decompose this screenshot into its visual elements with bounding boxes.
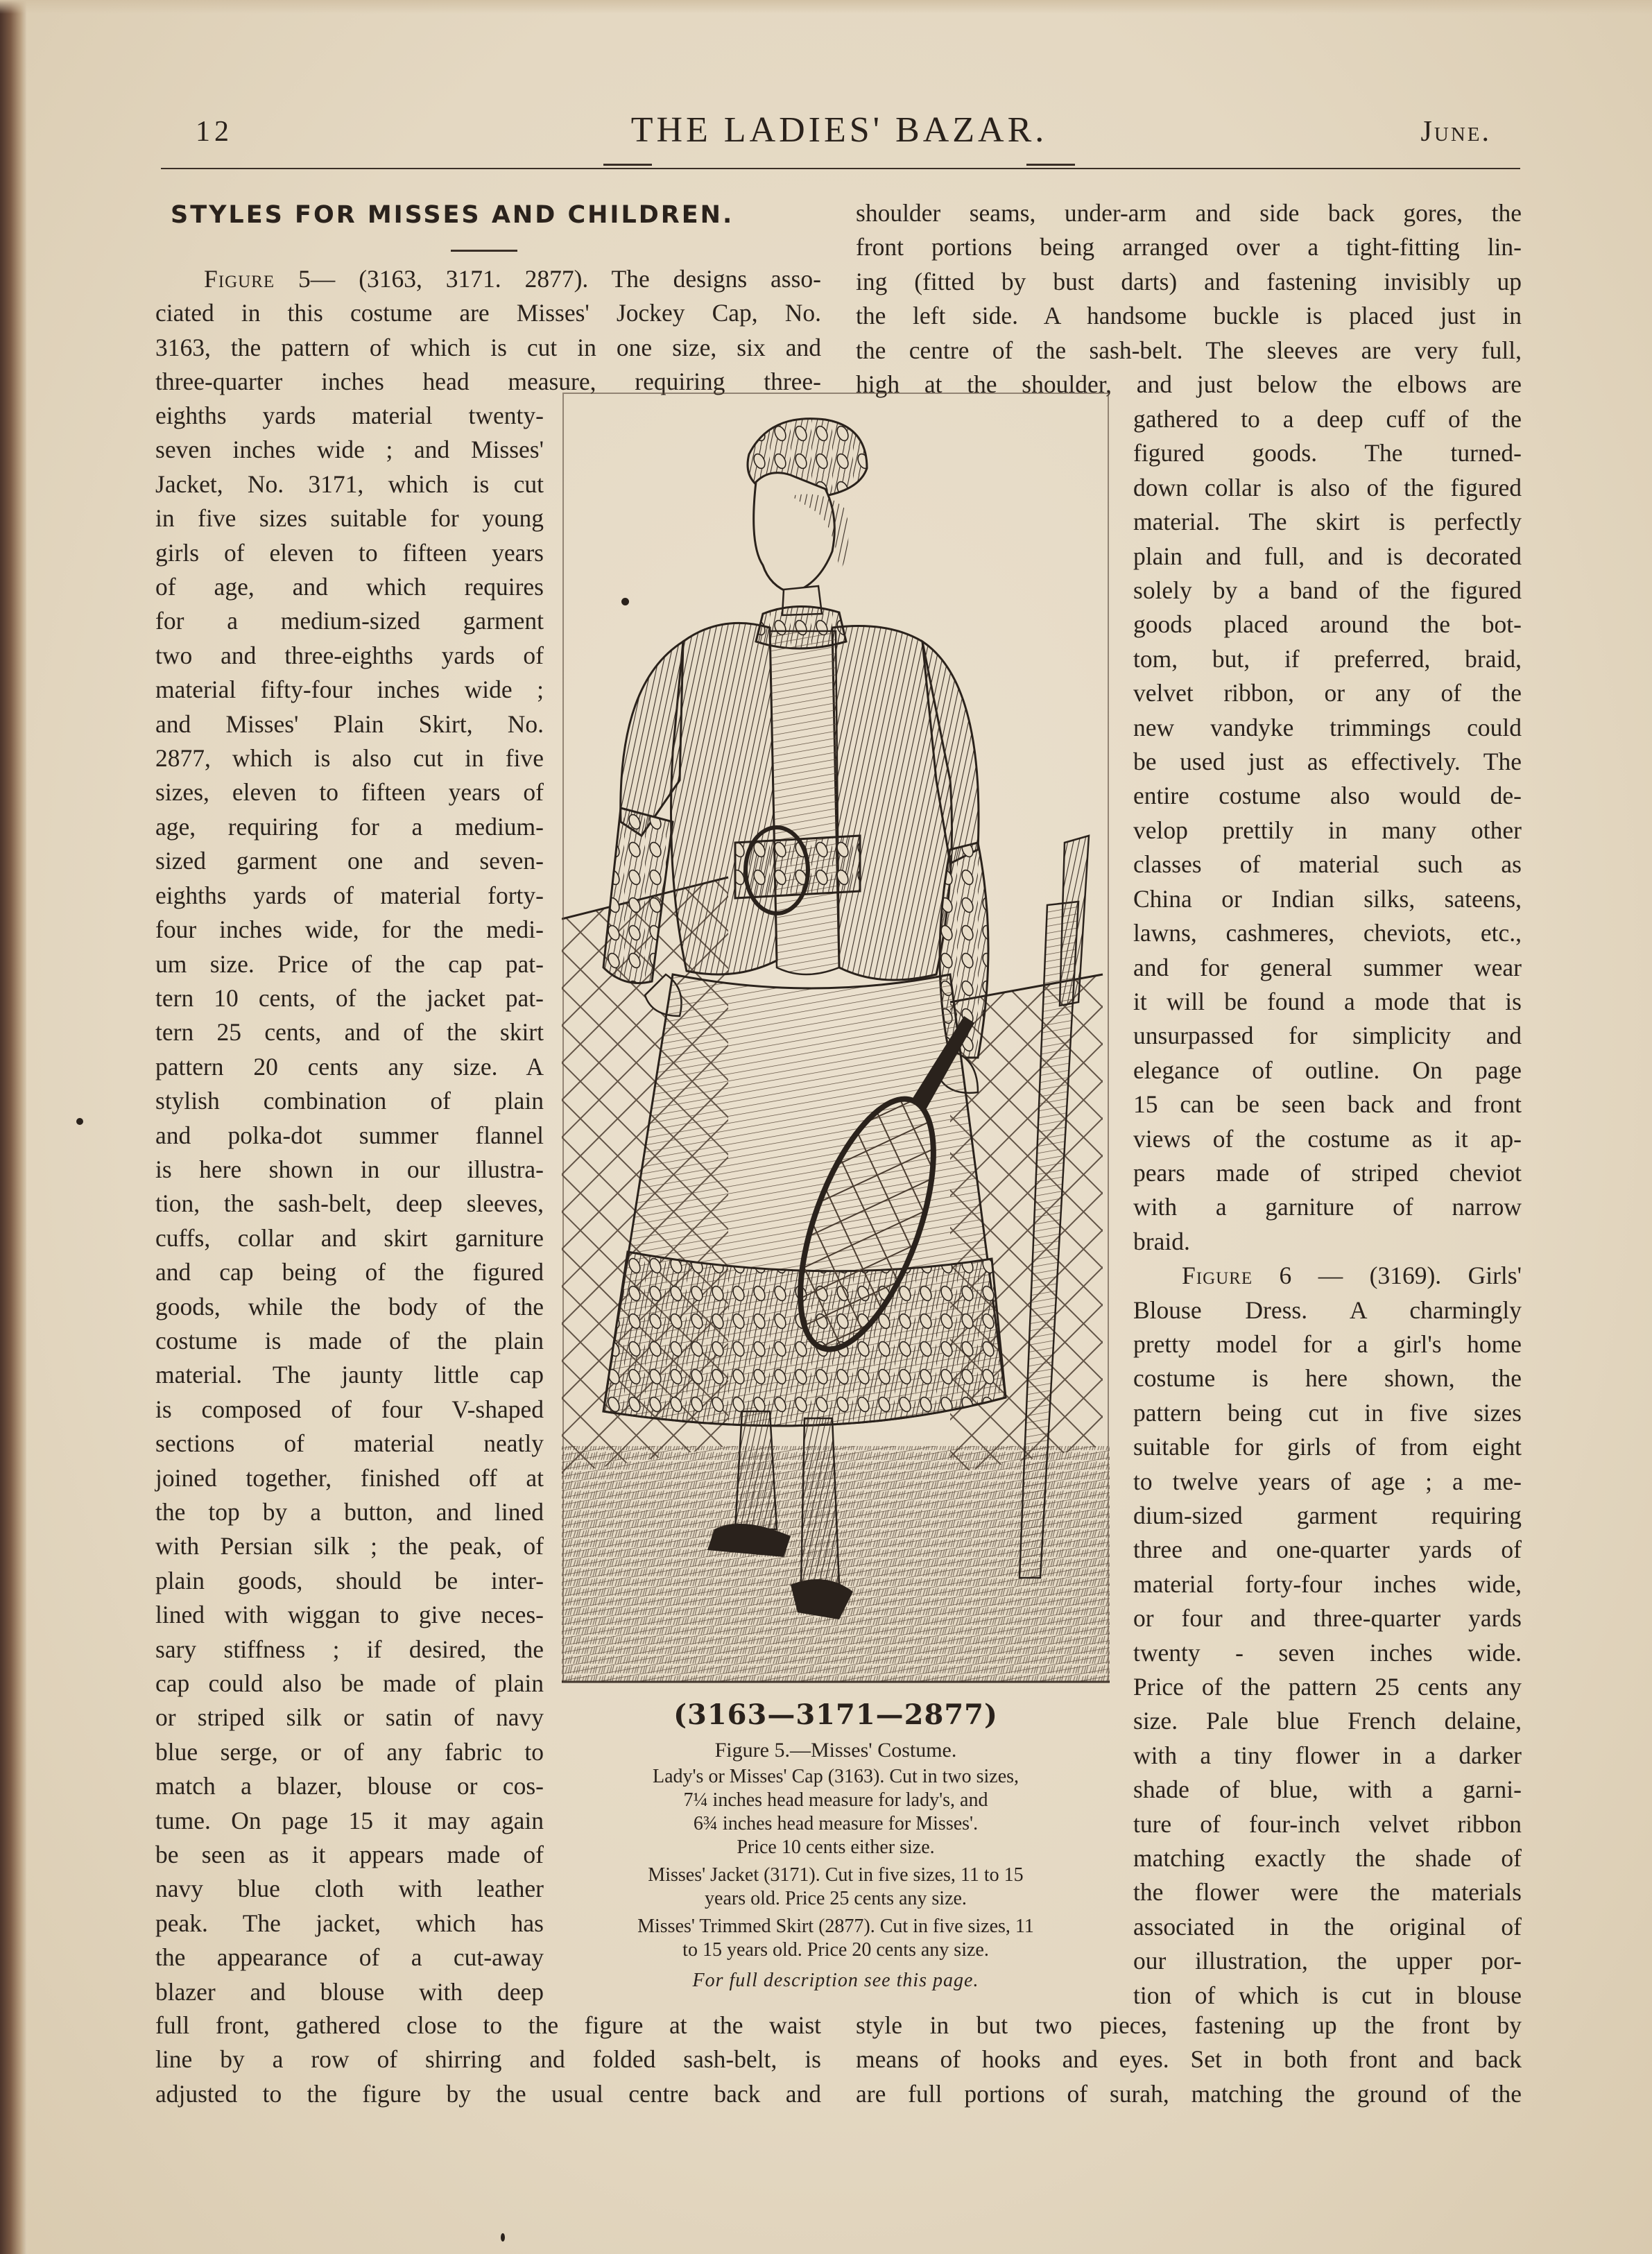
text-line: for a medium-sized garment	[155, 607, 544, 635]
caption-line: to 15 years old. Price 20 cents any size.	[682, 1939, 989, 1961]
text-line: gathered to a deep cuff of the	[1133, 405, 1522, 433]
text-line: navy blue cloth with leather	[155, 1875, 544, 1903]
page-binding-edge	[0, 0, 26, 2254]
text-line: Jacket, No. 3171, which is cut	[155, 470, 544, 498]
text-line: and cap being of the figured	[155, 1258, 544, 1287]
text-line: tion of which is cut in blouse	[1133, 1981, 1522, 2009]
caption-line: years old. Price 25 cents any size.	[705, 1888, 967, 1909]
text-line: material fifty-four inches wide ;	[155, 676, 544, 704]
text-line: China or Indian silks, sateens,	[1133, 884, 1522, 913]
text-line: ture of four-inch velvet ribbon	[1133, 1809, 1522, 1838]
left-column-top	[155, 262, 821, 399]
text-line: solely by a band of the figured	[1133, 576, 1522, 605]
text-line: pattern 20 cents any size. A	[155, 1052, 544, 1081]
text-line: velop prettily in many other	[1133, 816, 1522, 844]
text-line: lined with wiggan to give neces-	[155, 1601, 544, 1629]
text-line: Price of the pattern 25 cents any	[1133, 1673, 1522, 1701]
text-line: shade of blue, with a garni-	[1133, 1775, 1522, 1804]
text-line: style in but two pieces, fastening up the front by	[856, 2011, 1522, 2039]
text-line: cuffs, collar and skirt garniture	[155, 1223, 544, 1252]
text-line: costume is here shown, the	[1133, 1364, 1522, 1393]
text-line: shoulder seams, under-arm and side back gores, the	[856, 199, 1522, 227]
costume-illustration	[562, 392, 1110, 1699]
illustration-caption	[562, 1698, 1110, 1992]
text-line: are full portions of surah, matching the ground of the	[856, 2079, 1522, 2108]
text-line: adjusted to the figure by the usual centre back and	[155, 2079, 821, 2108]
caption-line: Misses' Trimmed Skirt (2877). Cut in five sizes, 11	[637, 1916, 1034, 1937]
right-column-bottom	[856, 2008, 1522, 2111]
caption-reference-note: For full description see this page.	[692, 1970, 979, 1991]
text-line: in five sizes suitable for young	[155, 504, 544, 533]
text-line: eighths yards of material forty-	[155, 881, 544, 909]
text-line: and Misses' Plain Skirt, No.	[155, 709, 544, 738]
print-speck	[501, 2233, 505, 2242]
text-line: pears made of striped cheviot	[1133, 1158, 1522, 1187]
text-line: and for general summer wear	[1133, 953, 1522, 981]
text-line: suitable for girls of from eight	[1133, 1433, 1522, 1461]
text-line: new vandyke trimmings could	[1133, 713, 1522, 741]
text-line: tion, the sash-belt, deep sleeves,	[155, 1189, 544, 1218]
text-line: goods placed around the bot-	[1133, 610, 1522, 639]
text-line: ing (fitted by bust darts) and fastening invisibly up	[856, 267, 1522, 295]
heading-underline	[451, 250, 517, 252]
text-line: Blouse Dress. A charmingly	[1133, 1296, 1522, 1324]
text-line: be used just as effectively. The	[1133, 748, 1522, 776]
text-line: the appearance of a cut-away	[155, 1943, 544, 1972]
header-rule-ornament	[603, 164, 652, 166]
text-line: or striped silk or satin of navy	[155, 1703, 544, 1732]
text-line: tume. On page 15 it may again	[155, 1806, 544, 1834]
text-line: it will be found a mode that is	[1133, 987, 1522, 1015]
text-line: or four and three-quarter yards	[1133, 1604, 1522, 1633]
print-speck	[621, 598, 629, 605]
text-line: 15 can be seen back and front	[1133, 1090, 1522, 1119]
text-line: pretty model for a girl's home	[1133, 1330, 1522, 1358]
text-line: figured goods. The turned-	[1133, 439, 1522, 467]
text-line: 2877, which is also cut in five	[155, 744, 544, 773]
text-line: the flower were the materials	[1133, 1878, 1522, 1907]
text-line: size. Pale blue French delaine,	[1133, 1707, 1522, 1735]
text-line: girls of eleven to fifteen years	[155, 538, 544, 567]
text-line: sary stiffness ; if desired, the	[155, 1635, 544, 1663]
left-column-narrow	[155, 399, 544, 2009]
text-line: dium-sized garment requiring	[1133, 1502, 1522, 1529]
text-line: sizes, eleven to fifteen years of	[155, 778, 544, 807]
caption-pattern-numbers: (3163—3171—2877)	[673, 1698, 998, 1731]
text-line: the centre of the sash-belt. The sleeves are very full,	[856, 336, 1522, 364]
text-line: the left side. A handsome buckle is placed just in	[856, 302, 1522, 330]
text-line: the top by a button, and lined	[155, 1498, 544, 1526]
text-line: matching exactly the shade of	[1133, 1844, 1522, 1873]
text-line: tom, but, if preferred, braid,	[1133, 644, 1522, 673]
text-line: plain goods, should be inter-	[155, 1566, 544, 1594]
text-line: three and one-quarter yards of	[1133, 1535, 1522, 1564]
text-line: velvet ribbon, or any of the	[1133, 679, 1522, 707]
text-line: material. The skirt is perfectly	[1133, 508, 1522, 536]
text-line: twenty - seven inches wide.	[1133, 1638, 1522, 1667]
text-line: plain and full, and is decorated	[1133, 542, 1522, 570]
text-line: of age, and which requires	[155, 573, 544, 601]
text-line: pattern being cut in five sizes	[1133, 1398, 1522, 1427]
text-line: to twelve years of age ; a me-	[1133, 1467, 1522, 1495]
text-line: tern 25 cents, and of the skirt	[155, 1018, 544, 1047]
text-line: cap could also be made of plain	[155, 1669, 544, 1698]
text-line: and polka-dot summer flannel	[155, 1121, 544, 1149]
text-line: unsurpassed for simplicity and	[1133, 1022, 1522, 1050]
text-line: eighths yards material twenty-	[155, 402, 544, 429]
text-line: front portions being arranged over a tight-fitting lin-	[856, 233, 1522, 261]
caption-line: Lady's or Misses' Cap (3163). Cut in two sizes,	[652, 1766, 1019, 1787]
magazine-title: THE LADIES' BAZAR.	[630, 110, 1048, 150]
right-column-narrow	[1133, 402, 1522, 2013]
text-line: is composed of four V-shaped	[155, 1395, 544, 1423]
page-number: 12	[196, 116, 233, 148]
text-line: our illustration, the upper por-	[1133, 1947, 1522, 1975]
issue-month: June.	[1420, 116, 1491, 148]
text-line: entire costume also would de-	[1133, 782, 1522, 810]
text-line: with a tiny flower in a darker	[1133, 1741, 1522, 1769]
text-line: material. The jaunty little cap	[155, 1361, 544, 1389]
text-line: with a garniture of narrow	[1133, 1193, 1522, 1221]
text-line: material forty-four inches wide,	[1133, 1569, 1522, 1598]
caption-line: 6¾ inches head measure for Misses'.	[693, 1813, 979, 1834]
caption-title: Figure 5.—Misses' Costume.	[714, 1739, 957, 1762]
text-line: two and three-eighths yards of	[155, 641, 544, 669]
text-line: goods, while the body of the	[155, 1292, 544, 1320]
caption-line: 7¼ inches head measure for lady's, and	[683, 1789, 988, 1811]
text-line: lawns, cashmeres, cheviots, etc.,	[1133, 919, 1522, 947]
text-line: um size. Price of the cap pat-	[155, 949, 544, 978]
text-line: views of the costume as it ap-	[1133, 1124, 1522, 1153]
text-line: tern 10 cents, of the jacket pat-	[155, 983, 544, 1012]
header-rule	[161, 168, 1520, 169]
page-top-shadow	[0, 0, 1652, 14]
text-line: joined together, finished off at	[155, 1463, 544, 1492]
print-speck	[76, 1118, 83, 1125]
text-line: line by a row of shirring and folded sash-belt, is	[155, 2045, 821, 2074]
text-line: down collar is also of the figured	[1133, 473, 1522, 501]
text-line: costume is made of the plain	[155, 1326, 544, 1354]
right-column-top	[856, 196, 1522, 402]
header-rule-ornament	[1026, 164, 1075, 166]
text-line: be seen as it appears made of	[155, 1841, 544, 1869]
text-line: age, requiring for a medium-	[155, 812, 544, 841]
text-line: sized garment one and seven-	[155, 847, 544, 875]
text-line: blazer and blouse with deep	[155, 1977, 544, 2006]
text-line: elegance of outline. On page	[1133, 1056, 1522, 1084]
text-line: associated in the original of	[1133, 1912, 1522, 1941]
text-line: is here shown in our illustra-	[155, 1155, 544, 1183]
text-line: 3163, the pattern of which is cut in one size, six and	[155, 333, 821, 361]
text-line: three-quarter inches head measure, requiring three-	[155, 368, 821, 396]
text-line: with Persian silk ; the peak, of	[155, 1532, 544, 1560]
text-line: match a blazer, blouse or cos-	[155, 1772, 544, 1800]
text-line: ciated in this costume are Misses' Jockey Cap, No.	[155, 299, 821, 327]
caption-line: Price 10 cents either size.	[737, 1836, 935, 1858]
text-line: braid.	[1133, 1227, 1190, 1255]
text-line: full front, gathered close to the figure at the waist	[155, 2011, 821, 2039]
left-column-bottom	[155, 2008, 821, 2111]
text-line: seven inches wide ; and Misses'	[155, 436, 544, 464]
text-line: stylish combination of plain	[155, 1087, 544, 1115]
text-line: blue serge, or of any fabric to	[155, 1737, 544, 1766]
caption-line: Misses' Jacket (3171). Cut in five sizes, 11 to 15	[648, 1864, 1024, 1886]
text-line: means of hooks and eyes. Set in both front and back	[856, 2045, 1522, 2074]
text-line: peak. The jacket, which has	[155, 1909, 544, 1937]
text-line: sections of material neatly	[155, 1429, 544, 1458]
text-line: Figure 6 — (3169). Girls'	[1182, 1262, 1522, 1290]
text-line: Figure 5— (3163, 3171. 2877). The designs asso-	[204, 265, 821, 293]
text-line: four inches wide, for the medi-	[155, 915, 544, 944]
text-line: classes of material such as	[1133, 850, 1522, 879]
section-heading: STYLES FOR MISSES AND CHILDREN.	[171, 201, 734, 229]
text-line: high at the shoulder, and just below the elbows are	[856, 370, 1522, 399]
